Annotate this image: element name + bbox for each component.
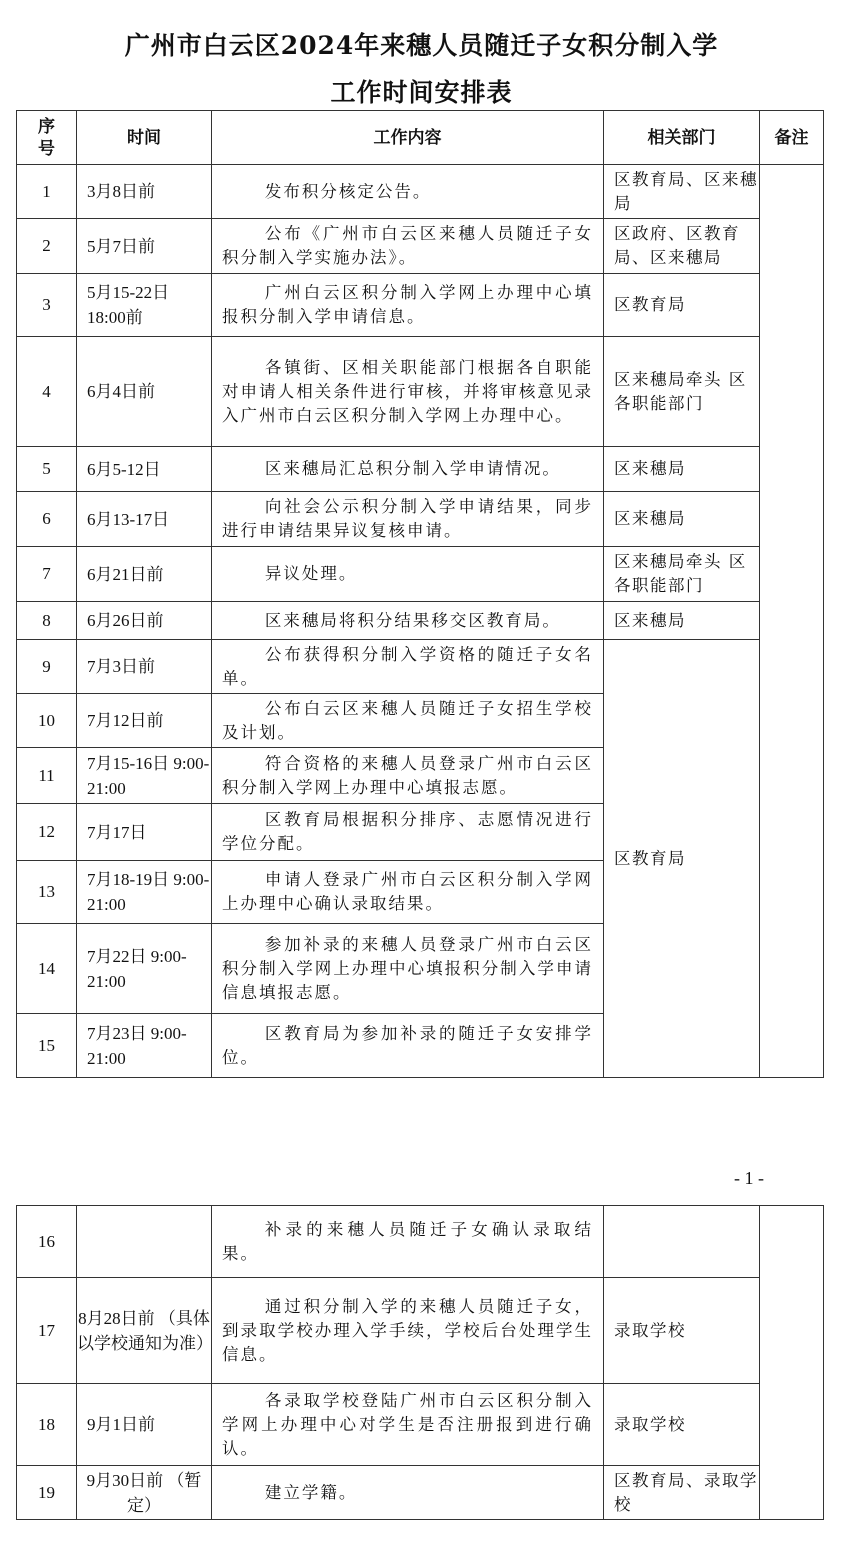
- row-dept: 区教育局、区来穗局: [604, 165, 760, 219]
- table-header-row: [17, 111, 824, 165]
- row-time: 6月5-12日: [77, 447, 212, 492]
- row-content: 建立学籍。: [212, 1466, 604, 1520]
- row-number: 16: [17, 1206, 77, 1278]
- header-seq: 序号: [17, 111, 77, 165]
- row-number: 12: [17, 804, 77, 861]
- row-content: 各镇街、区相关职能部门根据各自职能对申请人相关条件进行审核，并将审核意见录入广州市白云区积分制入学网上办理中心。: [212, 337, 604, 447]
- table-row: [17, 337, 824, 447]
- row-time: 7月17日: [77, 804, 212, 861]
- row-time: 7月15-16日 9:00-21:00: [77, 748, 212, 804]
- table-row: [17, 1466, 824, 1520]
- row-time: 7月23日 9:00-21:00: [77, 1014, 212, 1078]
- row-number: 13: [17, 861, 77, 924]
- row-dept-merged: 区教育局: [604, 640, 760, 1078]
- row-content: 向社会公示积分制入学申请结果，同步进行申请结果异议复核申请。: [212, 492, 604, 547]
- row-dept: 区政府、区教育局、区来穗局: [604, 219, 760, 274]
- row-number: 10: [17, 694, 77, 748]
- row-time: 6月13-17日: [77, 492, 212, 547]
- row-number: 17: [17, 1278, 77, 1384]
- table-row: [17, 447, 824, 492]
- row-dept: 区来穗局牵头 区各职能部门: [604, 337, 760, 447]
- row-time: 8月28日前 （具体以学校通知为准）: [77, 1278, 212, 1384]
- row-content: 通过积分制入学的来穗人员随迁子女，到录取学校办理入学手续，学校后台处理学生信息。: [212, 1278, 604, 1384]
- row-content: 广州白云区积分制入学网上办理中心填报积分制入学申请信息。: [212, 274, 604, 337]
- row-time: 9月30日前 （暂定）: [77, 1466, 212, 1520]
- header-remark: 备注: [760, 111, 824, 165]
- table-row: [17, 640, 824, 694]
- table-row: [17, 1384, 824, 1466]
- table-row: [17, 274, 824, 337]
- page-number: - 1 -: [734, 1168, 764, 1188]
- row-content: 符合资格的来穗人员登录广州市白云区积分制入学网上办理中心填报志愿。: [212, 748, 604, 804]
- row-time: 7月3日前: [77, 640, 212, 694]
- row-dept: 录取学校: [604, 1278, 760, 1384]
- row-time: 6月21日前: [77, 547, 212, 602]
- row-time: [77, 1206, 212, 1278]
- row-number: 5: [17, 447, 77, 492]
- row-number: 6: [17, 492, 77, 547]
- row-dept: 区来穗局牵头 区各职能部门: [604, 547, 760, 602]
- row-number: 14: [17, 924, 77, 1014]
- row-number: 15: [17, 1014, 77, 1078]
- row-content: 补录的来穗人员随迁子女确认录取结果。: [212, 1206, 604, 1278]
- row-time: 7月12日前: [77, 694, 212, 748]
- row-content: 区教育局为参加补录的随迁子女安排学位。: [212, 1014, 604, 1078]
- table-row: [17, 165, 824, 219]
- row-dept: 区教育局、录取学校: [604, 1466, 760, 1520]
- row-number: 7: [17, 547, 77, 602]
- row-time: 7月18-19日 9:00-21:00: [77, 861, 212, 924]
- header-dept: 相关部门: [604, 111, 760, 165]
- table-row: [17, 219, 824, 274]
- row-content: 区教育局根据积分排序、志愿情况进行学位分配。: [212, 804, 604, 861]
- row-content: 公布获得积分制入学资格的随迁子女名单。: [212, 640, 604, 694]
- row-content: 公布《广州市白云区来穗人员随迁子女积分制入学实施办法》。: [212, 219, 604, 274]
- table-row: [17, 602, 824, 640]
- row-content: 发布积分核定公告。: [212, 165, 604, 219]
- row-number: 9: [17, 640, 77, 694]
- row-time: 5月7日前: [77, 219, 212, 274]
- row-dept: 录取学校: [604, 1384, 760, 1466]
- row-dept: 区来穗局: [604, 602, 760, 640]
- header-content: 工作内容: [212, 111, 604, 165]
- document-title-line2: 工作时间安排表: [330, 78, 513, 107]
- row-content: 各录取学校登陆广州市白云区积分制入学网上办理中心对学生是否注册报到进行确认。: [212, 1384, 604, 1466]
- row-content: 区来穗局将积分结果移交区教育局。: [212, 602, 604, 640]
- remark-cell: [760, 165, 824, 1078]
- row-time: 6月4日前: [77, 337, 212, 447]
- schedule-table-page1: [16, 110, 824, 1078]
- row-number: 2: [17, 219, 77, 274]
- row-content: 异议处理。: [212, 547, 604, 602]
- row-time: 9月1日前: [77, 1384, 212, 1466]
- row-content: 申请人登录广州市白云区积分制入学网上办理中心确认录取结果。: [212, 861, 604, 924]
- row-content: 参加补录的来穗人员登录广州市白云区积分制入学网上办理中心填报积分制入学申请信息填报志愿。: [212, 924, 604, 1014]
- table-row: [17, 1206, 824, 1278]
- row-content: 公布白云区来穗人员随迁子女招生学校及计划。: [212, 694, 604, 748]
- row-content: 区来穗局汇总积分制入学申请情况。: [212, 447, 604, 492]
- header-time: 时间: [77, 111, 212, 165]
- row-number: 4: [17, 337, 77, 447]
- row-number: 3: [17, 274, 77, 337]
- row-time: 3月8日前: [77, 165, 212, 219]
- schedule-table-page2: [16, 1205, 824, 1520]
- row-time: 6月26日前: [77, 602, 212, 640]
- row-dept: 区来穗局: [604, 447, 760, 492]
- remark-cell: [760, 1206, 824, 1520]
- row-time: 7月22日 9:00-21:00: [77, 924, 212, 1014]
- row-number: 11: [17, 748, 77, 804]
- table-row: [17, 1278, 824, 1384]
- document-title-line1: 广州市白云区2024年来穗人员随迁子女积分制入学: [124, 31, 719, 60]
- row-dept: 区教育局: [604, 274, 760, 337]
- table-row: [17, 492, 824, 547]
- row-number: 18: [17, 1384, 77, 1466]
- row-number: 8: [17, 602, 77, 640]
- table-row: [17, 547, 824, 602]
- row-dept: 区来穗局: [604, 492, 760, 547]
- row-time: 5月15-22日 18:00前: [77, 274, 212, 337]
- row-dept: [604, 1206, 760, 1278]
- row-number: 1: [17, 165, 77, 219]
- row-number: 19: [17, 1466, 77, 1520]
